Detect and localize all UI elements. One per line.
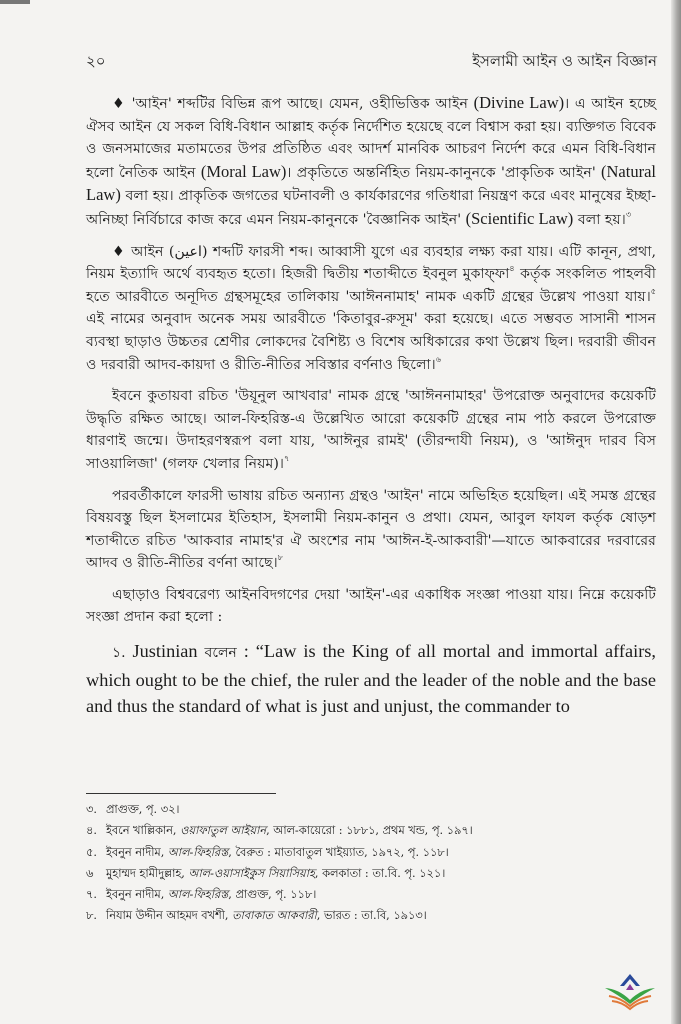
term-en: (Divine Law) bbox=[473, 93, 565, 112]
paragraph-5: এছাড়াও বিশ্ববরেণ্য আইনবিদগণের দেয়া 'আইন'-এর একাধিক সংজ্ঞা পাওয়া যায়। নিম্নে কয়েকটি সংজ্ঞা প্রদান করা হলো : bbox=[86, 586, 656, 626]
body-text bbox=[86, 92, 656, 729]
text: মুহাম্মদ হামীদুল্লাহ, bbox=[106, 866, 189, 880]
paragraph-4 bbox=[86, 485, 656, 575]
footnote-text bbox=[106, 842, 449, 863]
term-en: (Scientific Law) bbox=[465, 208, 574, 228]
term-en: (Natural Law) bbox=[86, 161, 656, 205]
text: , ভারত : তা.বি, ১৯১৩। bbox=[316, 909, 427, 923]
footnote-divider bbox=[86, 793, 276, 794]
text: ইবনুন নাদীম, bbox=[106, 845, 168, 859]
text: , বৈরুত : মাতাবাতুল খাইয়্যাত, ১৯৭২, পৃ. ১১৮। bbox=[228, 845, 449, 859]
text: বলা হয়। bbox=[573, 211, 626, 228]
publisher-logo-icon bbox=[603, 972, 657, 1012]
text: বলেন bbox=[204, 645, 237, 662]
text: ইবনে খাল্লিকান, bbox=[106, 824, 181, 838]
footnote-text bbox=[106, 905, 427, 926]
footnote-ref: ৩ bbox=[625, 209, 632, 219]
footnote bbox=[86, 842, 626, 863]
page-header bbox=[86, 50, 657, 72]
text: । প্রকৃতিতে অন্তর্নিহিত নিয়ম-কানুনকে 'প্রাকৃতিক আইন' bbox=[286, 164, 601, 181]
footnote-text bbox=[106, 863, 445, 884]
text: পরবর্তীকালে ফারসী ভাষায় রচিত অন্যান্য গ্রন্থও 'আইন' নামে অভিহিত হয়েছিল। এই সমস্ত গ্রন্থের বিষয়বস্তু ছিল ইসলামের ইতিহাস, ইসলামী নিয়ম-কানুন ও প্রথা। যেমন, আবুল ফাযল কর্তৃক ষোড়শ শতাব্দীতে রচিত 'আকবার নামাহ'র ঐ অংশের নাম 'আঈন-ই-আকবারী'—যাতে আকবারের দরবারের আদব ও রীতি-নীতির বর্ণনা আছে। bbox=[86, 487, 656, 572]
footnote bbox=[86, 863, 626, 884]
book-title: ওয়াফাতুল আইয়ান bbox=[180, 824, 267, 838]
footnote bbox=[86, 905, 626, 926]
text: , আল-কায়েরো : ১৮৮১, প্রথম খন্ড, পৃ. ১৯৭। bbox=[266, 824, 473, 838]
footnote-number: ৬ bbox=[86, 866, 94, 880]
text: , প্রাগুক্ত, পৃ. ১১৮। bbox=[228, 888, 317, 902]
text: ) শব্দটি ফারসী শব্দ। আব্বাসী যুগে এর ব্যবহার লক্ষ্য করা যায়। এটি কানূন, প্রথা, নিয়ম ইত্যাদি অর্থে ব্যবহৃত হতো। হিজরী দ্বিতীয় শতাব্দীতে ইবনুল মুকাফ্ফা bbox=[86, 243, 656, 283]
footnote-ref: ৫ bbox=[650, 286, 656, 296]
footnote bbox=[86, 799, 626, 820]
text: কর্তৃক সংকলিত পাহলবী হতে আরবীতে অনূদিত গ্রন্থসমূহের তালিকায় 'আঈননামাহ' নামক একটি গ্রন্থের উল্লেখ পাওয়া যায়। bbox=[86, 266, 656, 305]
book-title: আল-ফিহরিস্ত bbox=[167, 845, 229, 859]
paragraph-3 bbox=[86, 385, 656, 475]
footnote-ref: ৪ bbox=[509, 264, 515, 274]
footnote-text bbox=[106, 884, 316, 905]
paragraph-2 bbox=[86, 241, 656, 377]
footnote-text bbox=[106, 820, 473, 841]
footnote-ref: ৭ bbox=[283, 453, 290, 463]
definition-1 bbox=[86, 638, 656, 720]
page-edge bbox=[0, 0, 30, 4]
footnote-text: প্রাগুক্ত, পৃ. ৩২। bbox=[106, 803, 180, 816]
book-title: তাবাকাত আকবারী bbox=[232, 909, 317, 923]
text: বলা হয়। প্রাকৃতিক জগতের ঘটনাবলী ও কার্যকারণের গতিধারা নিয়ন্ত্রণ করে এবং মানুষের ইচ্ছা-অনিচ্ছা নির্বিচারে কাজ করে এমন নিয়ম-কানুনকে 'বৈজ্ঞানিক আইন' bbox=[86, 188, 656, 228]
footnote-number: ৩. bbox=[86, 803, 97, 816]
footnote-number: ৫. bbox=[86, 845, 97, 859]
footnote-number: ৭. bbox=[86, 888, 97, 902]
text: ইবনুন নাদীম, bbox=[106, 888, 168, 902]
logo-peak bbox=[626, 984, 634, 990]
footnote-number: ৪. bbox=[86, 824, 97, 838]
text: ইবনে কুতায়বা রচিত 'উয়ূনুল আখবার' নামক গ্রন্থে 'আঈননামাহর' উপরোক্ত অনুবাদের কয়েকটি উদ্ধৃতি রক্ষিত আছে। আল-ফিহরিস্ত-এ উল্লেখিত আরো কয়েকটি গ্রন্থের নাম পাঠ করলে উপরোক্ত ধারণাই জন্মে। উদাহরণস্বরূপ বলা যায়, 'আঈনুর রামই' (তীরন্দাযী নিয়ম), ও 'আঈনুদ দারব বিস সাওয়ালিজা' (গলফ খেলার নিয়ম)। bbox=[86, 388, 656, 472]
arabic-word: اعين bbox=[174, 243, 202, 260]
running-title: ইসলামী আইন ও আইন বিজ্ঞান bbox=[472, 52, 657, 70]
footnote-number: ৮. bbox=[86, 909, 97, 923]
text: ♦ আইন ( bbox=[112, 243, 175, 260]
page-binding-shadow bbox=[671, 0, 681, 1024]
footnotes bbox=[86, 799, 626, 927]
book-title: আল-ফিহরিস্ত bbox=[167, 888, 229, 902]
quote-text: : “Law is the King of all mortal and immortal affairs, which ought to be the chief, the ruler and the leader of the noble and the base and thus the standard of what is just and unjust, the commander to bbox=[86, 641, 656, 717]
footnote-ref: ৬ bbox=[435, 354, 441, 364]
book-title: আল-ওয়াসাইকুস সিয়াসিয়াহ bbox=[188, 866, 315, 880]
term-en: (Moral Law) bbox=[200, 161, 287, 181]
text: । এ আইন হচ্ছে ঐসব আইন যে সকল বিধি-বিধান আল্লাহ কর্তৃক নির্দেশিত হয়েছে বলে বিশ্বাস করা হয়। ব্যক্তিগত বিবেক ও জনসমাজের মতামতের উপর প্রতিষ্ঠিত এবং আদর্শ মানবিক আচরণ নির্দেশ করে এমন বিধি-বিধান হলো নৈতিক আইন bbox=[86, 96, 657, 181]
text: Justinian bbox=[125, 641, 205, 662]
page-number: ২০ bbox=[86, 52, 106, 70]
footnote bbox=[86, 820, 626, 841]
paragraph-1 bbox=[86, 92, 656, 232]
footnote bbox=[86, 884, 626, 905]
definition-number: ১. bbox=[112, 645, 126, 662]
footnote-ref: ৮ bbox=[277, 553, 283, 563]
text: , কলকাতা : তা.বি. পৃ. ১২১। bbox=[314, 866, 446, 880]
text: নিযাম উদ্দীন আহমদ বখশী, bbox=[106, 909, 233, 923]
text: এই নামের অনুবাদ অনেক সময় আরবীতে 'কিতাবুর-রুসূম' করা হয়েছে। এতে সম্ভবত সাসানী শাসন ব্যবস্থা ছাড়াও উচ্চতর শ্রেণীর লোকদের বৈশিষ্ট্য ও বিশেষ অধিকারের কথা উল্লেখ ছিল। দরবারী জীবন ও দরবারী আদব-কায়দা ও রীতি-নীতির সবিস্তার বর্ণনাও ছিলো। bbox=[86, 311, 656, 373]
text: ♦ 'আইন' শব্দটির বিভিন্ন রূপ আছে। যেমন, ওহীভিত্তিক আইন bbox=[112, 96, 474, 112]
